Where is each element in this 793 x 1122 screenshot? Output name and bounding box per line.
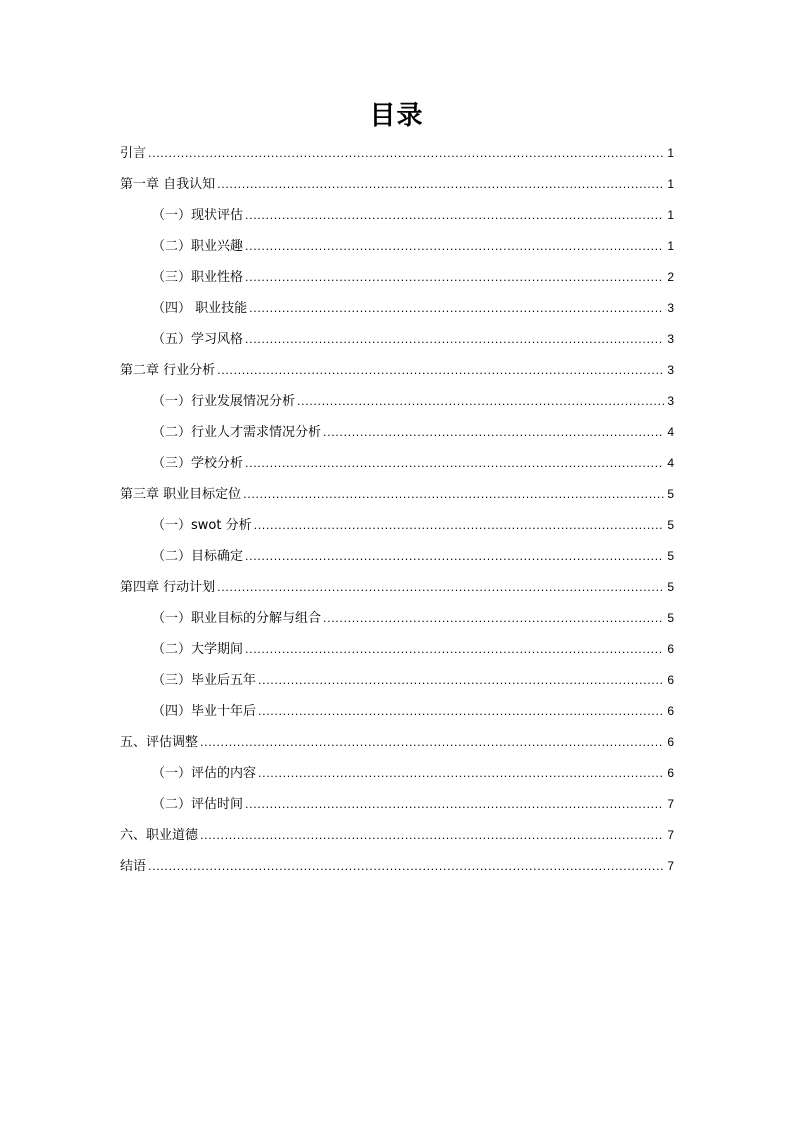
toc-page-number: 5	[667, 518, 674, 532]
toc-entry[interactable]	[120, 603, 674, 634]
dot-leader	[245, 448, 664, 479]
toc-entry-text: 六、职业道德	[120, 828, 199, 843]
toc-entry-text: （三）学校分析	[152, 456, 244, 471]
toc-entry[interactable]	[120, 448, 674, 479]
toc-entry-text: 结语	[120, 859, 147, 874]
toc-entry[interactable]	[120, 386, 674, 417]
dot-leader	[217, 169, 664, 200]
toc-page-number: 1	[667, 239, 674, 253]
dot-leader	[258, 758, 664, 789]
toc-page-number: 6	[667, 673, 674, 687]
toc-entry-text: （二）目标确定	[152, 549, 244, 564]
dot-leader	[245, 634, 664, 665]
toc-entry[interactable]	[120, 293, 674, 324]
toc-entry-text: 引言	[120, 146, 147, 161]
toc-page-number: 4	[667, 456, 674, 470]
toc-entry[interactable]	[120, 758, 674, 789]
toc-entry-text: （一）现状评估	[152, 208, 244, 223]
toc-entry[interactable]	[120, 696, 674, 727]
dot-leader	[249, 293, 664, 324]
dot-leader	[245, 200, 664, 231]
toc-entry-text: （二）评估时间	[152, 797, 244, 812]
toc-entry[interactable]	[120, 510, 674, 541]
toc-entry-text: 第二章 行业分析	[120, 363, 216, 378]
toc-page-number: 6	[667, 766, 674, 780]
toc-entry[interactable]	[120, 851, 674, 882]
toc-page-number: 5	[667, 580, 674, 594]
toc-entry[interactable]	[120, 479, 674, 510]
toc-page-number: 7	[667, 797, 674, 811]
dot-leader	[245, 541, 664, 572]
toc-entry[interactable]	[120, 324, 674, 355]
toc-entry-text: （四） 职业技能	[152, 301, 248, 316]
toc-entry-text: （一）swot 分析	[152, 518, 252, 533]
toc-entry[interactable]	[120, 665, 674, 696]
toc-entry[interactable]	[120, 634, 674, 665]
toc-entry[interactable]	[120, 820, 674, 851]
toc-entry-text: 第一章 自我认知	[120, 177, 216, 192]
toc-page-number: 1	[667, 208, 674, 222]
toc-entry-text: 五、评估调整	[120, 735, 199, 750]
dot-leader	[323, 603, 664, 634]
dot-leader	[200, 820, 664, 851]
toc-page-number: 4	[667, 425, 674, 439]
toc-entry[interactable]	[120, 231, 674, 262]
toc-entry[interactable]	[120, 138, 674, 169]
toc-page-number: 3	[667, 363, 674, 377]
toc-page-number: 6	[667, 642, 674, 656]
toc-entry[interactable]	[120, 541, 674, 572]
toc-entry[interactable]	[120, 417, 674, 448]
toc-entry[interactable]	[120, 355, 674, 386]
toc-entry[interactable]	[120, 572, 674, 603]
dot-leader	[200, 727, 664, 758]
toc-page-number: 6	[667, 735, 674, 749]
toc-page-number: 3	[667, 394, 674, 408]
dot-leader	[243, 479, 664, 510]
toc-entry-text: （一）行业发展情况分析	[152, 394, 296, 409]
dot-leader	[245, 789, 664, 820]
toc-page-number: 1	[667, 146, 674, 160]
toc-page-number: 7	[667, 859, 674, 873]
toc-page-number: 7	[667, 828, 674, 842]
toc-entry-text: （一）职业目标的分解与组合	[152, 611, 322, 626]
dot-leader	[297, 386, 664, 417]
toc-page-number: 5	[667, 611, 674, 625]
toc-page-number: 1	[667, 177, 674, 191]
toc-entry-text: （二）职业兴趣	[152, 239, 244, 254]
toc-entry[interactable]	[120, 727, 674, 758]
toc-page-number: 3	[667, 301, 674, 315]
page-title: 目录	[369, 101, 424, 131]
toc-page-number: 5	[667, 549, 674, 563]
toc-entry[interactable]	[120, 169, 674, 200]
dot-leader	[217, 355, 664, 386]
dot-leader	[245, 262, 664, 293]
toc-entry-text: （三）职业性格	[152, 270, 244, 285]
toc-entry[interactable]	[120, 200, 674, 231]
dot-leader	[217, 572, 664, 603]
dot-leader	[245, 324, 664, 355]
dot-leader	[258, 696, 664, 727]
toc-page-number: 3	[667, 332, 674, 346]
toc-entry-text: 第四章 行动计划	[120, 580, 216, 595]
toc-entry-text: （四）毕业十年后	[152, 704, 257, 719]
toc-entry-text: （二）行业人才需求情况分析	[152, 425, 322, 440]
dot-leader	[245, 231, 664, 262]
toc-entry[interactable]	[120, 789, 674, 820]
dot-leader	[254, 510, 664, 541]
dot-leader	[323, 417, 664, 448]
toc-entry-text: （五）学习风格	[152, 332, 244, 347]
toc-page-number: 2	[667, 270, 674, 284]
toc-entry[interactable]	[120, 262, 674, 293]
toc-entry-text: （二）大学期间	[152, 642, 244, 657]
toc-page-number: 5	[667, 487, 674, 501]
toc-entry-text: 第三章 职业目标定位	[120, 487, 242, 502]
dot-leader	[148, 138, 664, 169]
dot-leader	[258, 665, 664, 696]
toc-entry-text: （一）评估的内容	[152, 766, 257, 781]
toc-entry-text: （三）毕业后五年	[152, 673, 257, 688]
dot-leader	[148, 851, 664, 882]
table-of-contents	[120, 138, 674, 882]
toc-page-number: 6	[667, 704, 674, 718]
